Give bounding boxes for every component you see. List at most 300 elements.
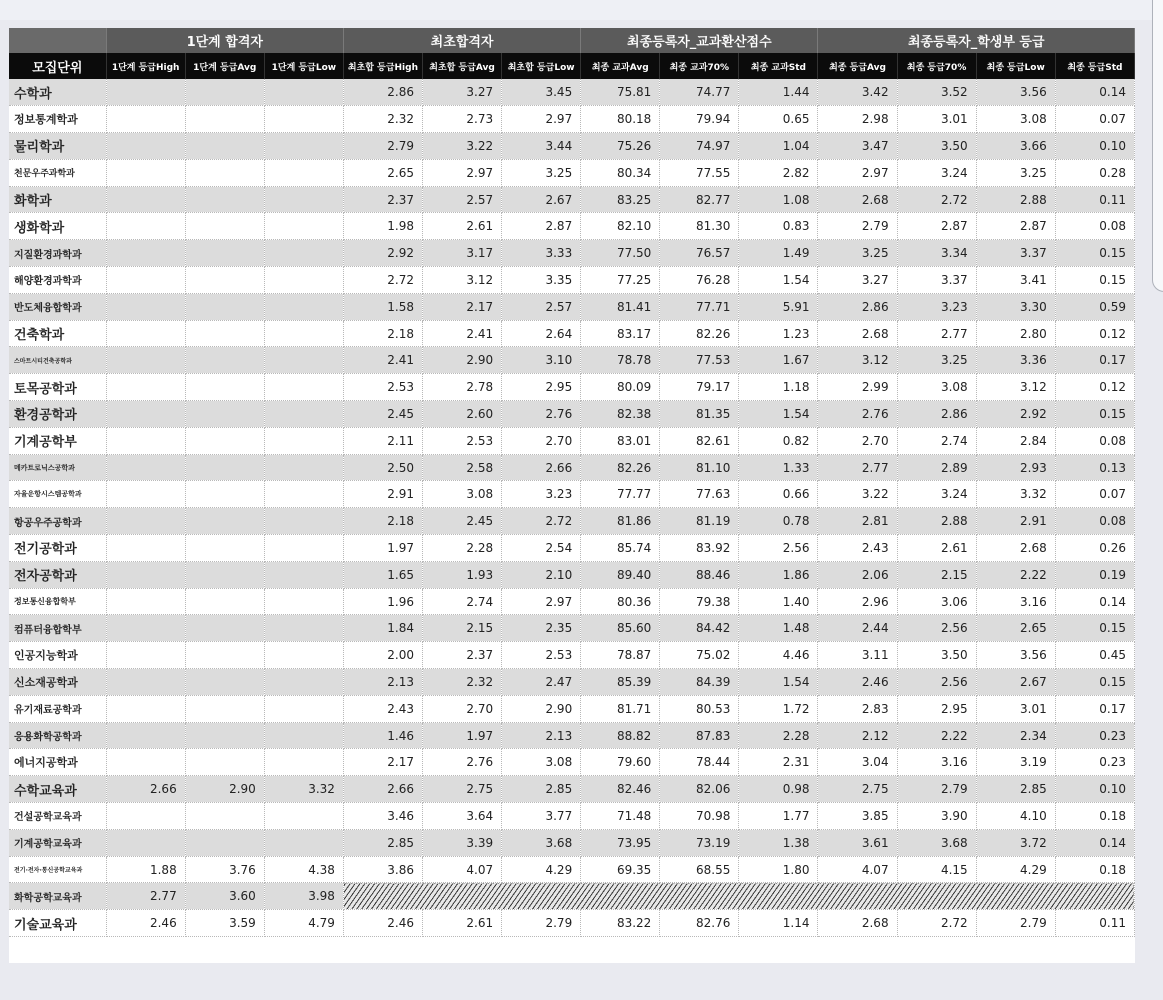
- value-cell: [185, 642, 264, 669]
- table-row: [9, 374, 1135, 401]
- value-cell: [106, 320, 185, 347]
- value-cell: 0.12: [1055, 374, 1134, 401]
- value-cell: 3.45: [502, 79, 581, 106]
- value-cell: 1.49: [739, 240, 818, 267]
- value-cell: 2.46: [343, 910, 422, 937]
- value-cell: 3.08: [423, 481, 502, 508]
- value-cell: 0.11: [1055, 910, 1134, 937]
- value-cell: 0.11: [1055, 186, 1134, 213]
- value-cell: 3.22: [818, 481, 897, 508]
- value-cell: 2.88: [897, 508, 976, 535]
- value-cell: [106, 240, 185, 267]
- value-cell: 0.15: [1055, 240, 1134, 267]
- value-cell: 2.87: [502, 213, 581, 240]
- group-header-final-score: 최종등록자_교과환산점수: [581, 28, 818, 53]
- value-cell: 2.37: [423, 642, 502, 669]
- value-cell: 82.26: [581, 454, 660, 481]
- value-cell: 2.72: [897, 910, 976, 937]
- column-header-unit: 모집단위: [9, 53, 106, 79]
- dept-name-cell: 화학과: [9, 186, 106, 213]
- value-cell: 2.15: [423, 615, 502, 642]
- dept-name-cell: 반도체융합학과: [9, 293, 106, 320]
- value-cell: 2.79: [818, 213, 897, 240]
- value-cell: 3.56: [976, 642, 1055, 669]
- value-cell: 2.97: [502, 588, 581, 615]
- value-cell: 3.76: [185, 856, 264, 883]
- value-cell: [185, 508, 264, 535]
- value-cell: 1.72: [739, 695, 818, 722]
- value-cell: 77.53: [660, 347, 739, 374]
- value-cell: 2.17: [423, 293, 502, 320]
- dept-name-cell: 천문우주과학과: [9, 159, 106, 186]
- value-cell: 0.66: [739, 481, 818, 508]
- side-panel-frame: [1152, 0, 1163, 292]
- value-cell: 76.57: [660, 240, 739, 267]
- value-cell: 3.24: [897, 159, 976, 186]
- value-cell: [185, 588, 264, 615]
- value-cell: 74.77: [660, 79, 739, 106]
- value-cell: 3.90: [897, 803, 976, 830]
- value-cell: [264, 722, 343, 749]
- value-cell: [264, 79, 343, 106]
- value-cell: 2.54: [502, 535, 581, 562]
- value-cell: 0.23: [1055, 749, 1134, 776]
- value-cell: 2.70: [502, 427, 581, 454]
- value-cell: [185, 615, 264, 642]
- value-cell: [264, 615, 343, 642]
- group-header-stage1: 1단계 합격자: [106, 28, 343, 53]
- value-cell: 83.01: [581, 427, 660, 454]
- value-cell: 1.14: [739, 910, 818, 937]
- dept-name-cell: 스마트시티건축공학과: [9, 347, 106, 374]
- column-header: 최종 교과70%: [660, 53, 739, 79]
- table-row: [9, 240, 1135, 267]
- dept-name-cell: 토목공학과: [9, 374, 106, 401]
- value-cell: [264, 508, 343, 535]
- value-cell: 3.37: [976, 240, 1055, 267]
- value-cell: 2.76: [423, 749, 502, 776]
- value-cell: 2.18: [343, 508, 422, 535]
- value-cell: 2.44: [818, 615, 897, 642]
- table-row: [9, 213, 1135, 240]
- value-cell: [264, 213, 343, 240]
- table-row: [9, 829, 1135, 856]
- value-cell: 77.50: [581, 240, 660, 267]
- value-cell: 3.25: [502, 159, 581, 186]
- value-cell: [185, 695, 264, 722]
- dept-name-cell: 전기·전자·통신공학교육과: [9, 856, 106, 883]
- value-cell: 1.97: [423, 722, 502, 749]
- value-cell: 78.87: [581, 642, 660, 669]
- value-cell: 0.08: [1055, 213, 1134, 240]
- value-cell: 0.15: [1055, 267, 1134, 294]
- value-cell: [185, 561, 264, 588]
- value-cell: 77.25: [581, 267, 660, 294]
- value-cell: 82.76: [660, 910, 739, 937]
- value-cell: 4.29: [502, 856, 581, 883]
- value-cell: 3.06: [897, 588, 976, 615]
- value-cell: 3.72: [976, 829, 1055, 856]
- value-cell: 2.45: [423, 508, 502, 535]
- dept-name-cell: 지질환경과학과: [9, 240, 106, 267]
- value-cell: [106, 186, 185, 213]
- value-cell: [185, 535, 264, 562]
- value-cell: 2.96: [818, 588, 897, 615]
- value-cell: 2.67: [976, 669, 1055, 696]
- value-cell: 3.35: [502, 267, 581, 294]
- value-cell: 85.60: [581, 615, 660, 642]
- value-cell: 83.25: [581, 186, 660, 213]
- value-cell: 0.18: [1055, 856, 1134, 883]
- value-cell: 4.79: [264, 910, 343, 937]
- table-row: [9, 347, 1135, 374]
- value-cell: 3.01: [976, 695, 1055, 722]
- value-cell: 4.15: [897, 856, 976, 883]
- value-cell: [264, 749, 343, 776]
- value-cell: 81.71: [581, 695, 660, 722]
- value-cell: [106, 454, 185, 481]
- value-cell: 83.92: [660, 535, 739, 562]
- dept-name-cell: 건설공학교육과: [9, 803, 106, 830]
- value-cell: 4.29: [976, 856, 1055, 883]
- value-cell: 2.79: [976, 910, 1055, 937]
- value-cell: [185, 829, 264, 856]
- value-cell: 3.34: [897, 240, 976, 267]
- value-cell: 3.36: [976, 347, 1055, 374]
- table-row: [9, 776, 1135, 803]
- value-cell: [264, 186, 343, 213]
- value-cell: 81.41: [581, 293, 660, 320]
- value-cell: 2.10: [502, 561, 581, 588]
- column-header: 1단계 등급High: [106, 53, 185, 79]
- value-cell: 3.33: [502, 240, 581, 267]
- value-cell: [106, 79, 185, 106]
- value-cell: 2.64: [502, 320, 581, 347]
- value-cell: 0.19: [1055, 561, 1134, 588]
- value-cell: 2.43: [818, 535, 897, 562]
- value-cell: 2.66: [106, 776, 185, 803]
- value-cell: 2.53: [423, 427, 502, 454]
- value-cell: 2.79: [502, 910, 581, 937]
- table-row: [9, 401, 1135, 428]
- value-cell: 77.55: [660, 159, 739, 186]
- value-cell: 1.65: [343, 561, 422, 588]
- value-cell: [185, 106, 264, 133]
- table-row: [9, 186, 1135, 213]
- value-cell: 2.56: [897, 669, 976, 696]
- value-cell: 3.42: [818, 79, 897, 106]
- value-cell: 0.08: [1055, 427, 1134, 454]
- value-cell: [106, 133, 185, 160]
- dept-name-cell: 정보통계학과: [9, 106, 106, 133]
- value-cell: 2.46: [106, 910, 185, 937]
- value-cell: 2.41: [343, 347, 422, 374]
- value-cell: 2.93: [976, 454, 1055, 481]
- value-cell: [264, 240, 343, 267]
- value-cell: 2.34: [976, 722, 1055, 749]
- value-cell: 2.72: [897, 186, 976, 213]
- value-cell: 3.23: [897, 293, 976, 320]
- value-cell: 3.08: [502, 749, 581, 776]
- value-cell: 2.77: [897, 320, 976, 347]
- value-cell: 75.26: [581, 133, 660, 160]
- value-cell: 2.65: [976, 615, 1055, 642]
- value-cell: [106, 213, 185, 240]
- value-cell: 0.13: [1055, 454, 1134, 481]
- value-cell: 2.77: [106, 883, 185, 910]
- value-cell: 2.90: [502, 695, 581, 722]
- value-cell: 4.46: [739, 642, 818, 669]
- value-cell: 77.63: [660, 481, 739, 508]
- value-cell: 3.11: [818, 642, 897, 669]
- value-cell: 2.75: [423, 776, 502, 803]
- value-cell: 1.58: [343, 293, 422, 320]
- value-cell: 78.44: [660, 749, 739, 776]
- value-cell: 2.76: [502, 401, 581, 428]
- value-cell: [185, 293, 264, 320]
- value-cell: [185, 159, 264, 186]
- value-cell: 2.41: [423, 320, 502, 347]
- value-cell: [106, 401, 185, 428]
- value-cell: 0.59: [1055, 293, 1134, 320]
- value-cell: 3.68: [897, 829, 976, 856]
- group-header-initial: 최초합격자: [343, 28, 580, 53]
- value-cell: 1.46: [343, 722, 422, 749]
- table-row: [9, 133, 1135, 160]
- value-cell: 1.98: [343, 213, 422, 240]
- value-cell: 2.74: [897, 427, 976, 454]
- value-cell: 3.25: [818, 240, 897, 267]
- value-cell: 2.31: [739, 749, 818, 776]
- value-cell: [185, 79, 264, 106]
- value-cell: 0.17: [1055, 347, 1134, 374]
- value-cell: 85.39: [581, 669, 660, 696]
- value-cell: [185, 374, 264, 401]
- dept-name-cell: 전자공학과: [9, 561, 106, 588]
- value-cell: 80.53: [660, 695, 739, 722]
- value-cell: 88.82: [581, 722, 660, 749]
- value-cell: 84.39: [660, 669, 739, 696]
- value-cell: 0.98: [739, 776, 818, 803]
- value-cell: 3.77: [502, 803, 581, 830]
- table-row: [9, 883, 1135, 910]
- value-cell: 84.42: [660, 615, 739, 642]
- table-row: [9, 803, 1135, 830]
- value-cell: 70.98: [660, 803, 739, 830]
- value-cell: [106, 347, 185, 374]
- value-cell: [185, 240, 264, 267]
- value-cell: 2.06: [818, 561, 897, 588]
- value-cell: 0.07: [1055, 106, 1134, 133]
- value-cell: [264, 267, 343, 294]
- value-cell: 2.68: [818, 910, 897, 937]
- value-cell: 2.78: [423, 374, 502, 401]
- dept-name-cell: 메카트로닉스공학과: [9, 454, 106, 481]
- value-cell: 2.53: [343, 374, 422, 401]
- value-cell: 74.97: [660, 133, 739, 160]
- value-cell: 89.40: [581, 561, 660, 588]
- value-cell: 3.17: [423, 240, 502, 267]
- value-cell: 3.27: [423, 79, 502, 106]
- value-cell: 82.26: [660, 320, 739, 347]
- value-cell: [106, 615, 185, 642]
- value-cell: 0.28: [1055, 159, 1134, 186]
- value-cell: 68.55: [660, 856, 739, 883]
- value-cell: 2.58: [423, 454, 502, 481]
- value-cell: [185, 267, 264, 294]
- value-cell: [264, 106, 343, 133]
- value-cell: 2.00: [343, 642, 422, 669]
- value-cell: 2.75: [818, 776, 897, 803]
- value-cell: 3.39: [423, 829, 502, 856]
- value-cell: 76.28: [660, 267, 739, 294]
- value-cell: 5.91: [739, 293, 818, 320]
- value-cell: 83.22: [581, 910, 660, 937]
- value-cell: 81.19: [660, 508, 739, 535]
- value-cell: 2.11: [343, 427, 422, 454]
- value-cell: 2.22: [897, 722, 976, 749]
- dept-name-cell: 건축학과: [9, 320, 106, 347]
- value-cell: 1.54: [739, 669, 818, 696]
- value-cell: 85.74: [581, 535, 660, 562]
- value-cell: [106, 508, 185, 535]
- group-header-blank: [9, 28, 106, 53]
- value-cell: 2.76: [818, 401, 897, 428]
- value-cell: 3.12: [818, 347, 897, 374]
- value-cell: 2.90: [423, 347, 502, 374]
- value-cell: 2.66: [343, 776, 422, 803]
- value-cell: 78.78: [581, 347, 660, 374]
- value-cell: 87.83: [660, 722, 739, 749]
- dept-name-cell: 유기재료공학과: [9, 695, 106, 722]
- value-cell: 3.60: [185, 883, 264, 910]
- value-cell: 3.22: [423, 133, 502, 160]
- value-cell: 2.86: [818, 293, 897, 320]
- value-cell: [264, 320, 343, 347]
- table-row: [9, 267, 1135, 294]
- value-cell: 2.92: [343, 240, 422, 267]
- table-row: [9, 642, 1135, 669]
- value-cell: 2.86: [897, 401, 976, 428]
- value-cell: 2.22: [976, 561, 1055, 588]
- value-cell: 0.83: [739, 213, 818, 240]
- value-cell: [106, 695, 185, 722]
- value-cell: [106, 829, 185, 856]
- value-cell: 2.82: [739, 159, 818, 186]
- value-cell: 88.46: [660, 561, 739, 588]
- value-cell: [106, 535, 185, 562]
- value-cell: [185, 213, 264, 240]
- value-cell: [264, 481, 343, 508]
- value-cell: 3.19: [976, 749, 1055, 776]
- admissions-results-table: [9, 28, 1135, 937]
- value-cell: 2.99: [818, 374, 897, 401]
- value-cell: 2.85: [976, 776, 1055, 803]
- column-header: 최종 교과Std: [739, 53, 818, 79]
- value-cell: 2.85: [343, 829, 422, 856]
- value-cell: 82.46: [581, 776, 660, 803]
- value-cell: 2.91: [976, 508, 1055, 535]
- value-cell: 0.15: [1055, 669, 1134, 696]
- value-cell: 81.10: [660, 454, 739, 481]
- value-cell: [264, 695, 343, 722]
- value-cell: 2.68: [818, 186, 897, 213]
- value-cell: 0.07: [1055, 481, 1134, 508]
- dept-name-cell: 전기공학과: [9, 535, 106, 562]
- table-row: [9, 722, 1135, 749]
- value-cell: 79.94: [660, 106, 739, 133]
- value-cell: [264, 561, 343, 588]
- value-cell: 2.74: [423, 588, 502, 615]
- value-cell: [106, 293, 185, 320]
- value-cell: 3.98: [264, 883, 343, 910]
- dept-name-cell: 기계공학부: [9, 427, 106, 454]
- column-header: 최초합 등급Avg: [423, 53, 502, 79]
- value-cell: [106, 267, 185, 294]
- value-cell: 1.80: [739, 856, 818, 883]
- value-cell: 2.80: [976, 320, 1055, 347]
- value-cell: [185, 749, 264, 776]
- value-cell: [185, 401, 264, 428]
- table-row: [9, 106, 1135, 133]
- value-cell: 1.23: [739, 320, 818, 347]
- value-cell: 82.77: [660, 186, 739, 213]
- value-cell: 3.68: [502, 829, 581, 856]
- dept-name-cell: 항공우주공학과: [9, 508, 106, 535]
- value-cell: 2.70: [423, 695, 502, 722]
- column-header: 최종 등급70%: [897, 53, 976, 79]
- value-cell: 83.17: [581, 320, 660, 347]
- value-cell: [106, 106, 185, 133]
- table-row: [9, 588, 1135, 615]
- value-cell: 81.35: [660, 401, 739, 428]
- value-cell: [264, 159, 343, 186]
- table-row: [9, 561, 1135, 588]
- value-cell: [264, 133, 343, 160]
- value-cell: 3.47: [818, 133, 897, 160]
- table-body: [9, 79, 1135, 937]
- column-header: 최종 교과Avg: [581, 53, 660, 79]
- value-cell: 2.50: [343, 454, 422, 481]
- value-cell: 3.12: [423, 267, 502, 294]
- value-cell: 82.38: [581, 401, 660, 428]
- value-cell: 75.81: [581, 79, 660, 106]
- value-cell: 3.46: [343, 803, 422, 830]
- value-cell: 3.50: [897, 133, 976, 160]
- value-cell: 3.66: [976, 133, 1055, 160]
- value-cell: 0.10: [1055, 133, 1134, 160]
- value-cell: 2.56: [739, 535, 818, 562]
- value-cell: 3.86: [343, 856, 422, 883]
- dept-name-cell: 생화학과: [9, 213, 106, 240]
- value-cell: 2.97: [502, 106, 581, 133]
- value-cell: 0.65: [739, 106, 818, 133]
- dept-name-cell: 에너지공학과: [9, 749, 106, 776]
- value-cell: 2.77: [818, 454, 897, 481]
- value-cell: 2.61: [423, 910, 502, 937]
- value-cell: 79.17: [660, 374, 739, 401]
- value-cell: 1.54: [739, 401, 818, 428]
- value-cell: [264, 347, 343, 374]
- table-row: [9, 856, 1135, 883]
- value-cell: 3.61: [818, 829, 897, 856]
- column-header: 최종 등급Low: [976, 53, 1055, 79]
- value-cell: 0.45: [1055, 642, 1134, 669]
- value-cell: 0.82: [739, 427, 818, 454]
- value-cell: 3.85: [818, 803, 897, 830]
- value-cell: [185, 481, 264, 508]
- dept-name-cell: 물리학과: [9, 133, 106, 160]
